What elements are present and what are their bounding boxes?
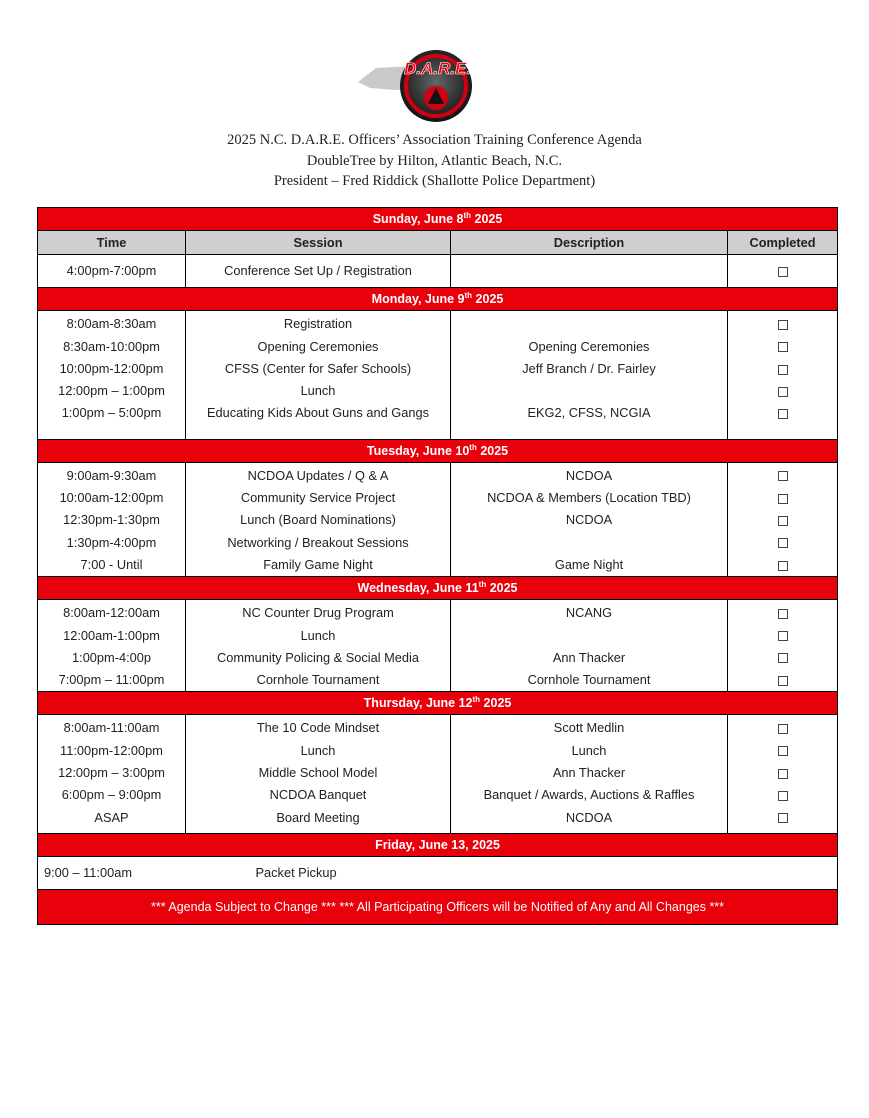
completed-checkbox[interactable] bbox=[778, 516, 788, 526]
day-band bbox=[38, 288, 838, 311]
time-cell bbox=[38, 715, 186, 833]
description-cell bbox=[451, 600, 728, 692]
col-session: Session bbox=[186, 231, 451, 255]
day-label: Thursday, June 12th 2025 bbox=[38, 692, 838, 715]
completed-checkbox[interactable] bbox=[778, 813, 788, 823]
description-text: Jeff Branch / Dr. Fairley bbox=[522, 360, 656, 376]
completed-checkbox-wrap bbox=[728, 402, 837, 424]
time-text: 9:00 – 11:00am bbox=[38, 856, 186, 889]
description-text: Game Night bbox=[554, 556, 624, 572]
time-text: 12:00am-1:00pm bbox=[63, 627, 160, 643]
completed-checkbox-wrap bbox=[728, 740, 837, 762]
day-label: Tuesday, June 10th 2025 bbox=[38, 439, 838, 462]
session-cell bbox=[186, 255, 451, 288]
description-text: Lunch bbox=[571, 742, 607, 758]
completed-checkbox[interactable] bbox=[778, 631, 788, 641]
completed-checkbox-wrap bbox=[728, 313, 837, 335]
description-text: Ann Thacker bbox=[552, 649, 626, 665]
completed-checkbox-wrap bbox=[728, 465, 837, 487]
completed-checkbox-wrap bbox=[728, 762, 837, 784]
agenda-body bbox=[38, 208, 838, 925]
time-text: 10:00pm-12:00pm bbox=[59, 360, 164, 376]
col-time: Time bbox=[38, 231, 186, 255]
completed-checkbox[interactable] bbox=[778, 791, 788, 801]
description-text: NCANG bbox=[565, 605, 613, 621]
completed-checkbox-wrap bbox=[728, 602, 837, 624]
session-text: Middle School Model bbox=[258, 765, 378, 781]
session-text: CFSS (Center for Safer Schools) bbox=[224, 360, 412, 376]
col-completed: Completed bbox=[728, 231, 838, 255]
completed-cell bbox=[728, 311, 838, 439]
description-text bbox=[451, 380, 727, 402]
time-text: 7:00 - Until bbox=[80, 556, 143, 572]
completed-checkbox[interactable] bbox=[778, 471, 788, 481]
completed-checkbox[interactable] bbox=[778, 561, 788, 571]
time-text: 9:00am-9:30am bbox=[66, 467, 157, 483]
time-text: 10:00am-12:00pm bbox=[59, 490, 164, 506]
description-text: Scott Medlin bbox=[553, 720, 625, 736]
description-cell bbox=[451, 255, 728, 288]
completed-checkbox-wrap bbox=[728, 487, 837, 509]
completed-checkbox-wrap bbox=[728, 625, 837, 647]
time-text: 8:00am-11:00am bbox=[63, 720, 160, 736]
completed-cell bbox=[728, 715, 838, 833]
completed-checkbox[interactable] bbox=[778, 494, 788, 504]
session-text: Board Meeting bbox=[276, 809, 360, 825]
day-sessions-row bbox=[38, 600, 838, 692]
day-sessions-row bbox=[38, 311, 838, 439]
completed-checkbox[interactable] bbox=[778, 538, 788, 548]
time-cell bbox=[38, 311, 186, 439]
description-cell bbox=[451, 715, 728, 833]
completed-checkbox-wrap bbox=[728, 554, 837, 576]
time-text: 1:00pm – 5:00pm bbox=[61, 405, 162, 421]
day-sessions-row bbox=[38, 255, 838, 288]
completed-checkbox-wrap bbox=[728, 717, 837, 739]
session-text: The 10 Code Mindset bbox=[256, 720, 380, 736]
session-text: NCDOA Banquet bbox=[269, 787, 367, 803]
day-sessions-row bbox=[38, 462, 838, 576]
session-cell bbox=[186, 715, 451, 833]
column-header-row bbox=[38, 231, 838, 255]
description-text: Cornhole Tournament bbox=[527, 672, 651, 688]
day-label: Friday, June 13, 2025 bbox=[38, 833, 838, 856]
completed-checkbox-wrap bbox=[728, 260, 837, 282]
completed-checkbox[interactable] bbox=[778, 769, 788, 779]
completed-checkbox-wrap bbox=[728, 807, 837, 829]
day-label: Wednesday, June 11th 2025 bbox=[38, 577, 838, 600]
agenda-header bbox=[0, 130, 869, 192]
completed-checkbox[interactable] bbox=[778, 387, 788, 397]
time-cell bbox=[38, 462, 186, 576]
col-description: Description bbox=[451, 231, 728, 255]
description-text bbox=[451, 260, 727, 282]
time-text: ASAP bbox=[94, 809, 129, 825]
session-text: Opening Ceremonies bbox=[257, 338, 379, 354]
time-text: 8:00am-12:00am bbox=[63, 605, 160, 621]
session-text: NC Counter Drug Program bbox=[242, 605, 394, 621]
session-text: Lunch bbox=[300, 627, 336, 643]
session-text: Lunch bbox=[300, 742, 336, 758]
session-text: Community Service Project bbox=[240, 490, 396, 506]
completed-checkbox-wrap bbox=[728, 669, 837, 691]
completed-checkbox[interactable] bbox=[778, 267, 788, 277]
description-text bbox=[451, 532, 727, 554]
day-label: Sunday, June 8th 2025 bbox=[38, 208, 838, 231]
session-text: Lunch (Board Nominations) bbox=[240, 512, 396, 528]
venue-line: DoubleTree by Hilton, Atlantic Beach, N.C. bbox=[306, 152, 563, 169]
session-cell bbox=[186, 600, 451, 692]
time-text: 12:00pm – 1:00pm bbox=[58, 383, 165, 399]
completed-checkbox[interactable] bbox=[778, 320, 788, 330]
completed-checkbox-wrap bbox=[728, 509, 837, 531]
description-text: NCDOA bbox=[565, 467, 613, 483]
description-text bbox=[451, 313, 727, 335]
session-text: Lunch bbox=[300, 383, 336, 399]
description-cell bbox=[451, 311, 728, 439]
completed-checkbox[interactable] bbox=[778, 342, 788, 352]
session-cell bbox=[186, 462, 451, 576]
description-text: EKG2, CFSS, NCGIA bbox=[527, 405, 651, 421]
completed-checkbox[interactable] bbox=[778, 724, 788, 734]
session-text: Conference Set Up / Registration bbox=[224, 263, 412, 278]
agenda-table bbox=[37, 207, 838, 925]
description-text: Banquet / Awards, Auctions & Raffles bbox=[483, 787, 695, 803]
completed-checkbox-wrap bbox=[728, 784, 837, 806]
day-band bbox=[38, 692, 838, 715]
completed-checkbox-wrap bbox=[728, 380, 837, 402]
completed-cell bbox=[728, 462, 838, 576]
time-text: 7:00pm – 11:00pm bbox=[58, 672, 165, 688]
session-text: Educating Kids About Guns and Gangs bbox=[207, 405, 429, 421]
dare-logo bbox=[356, 44, 480, 126]
footer-note-row bbox=[38, 889, 838, 924]
agenda-title: 2025 N.C. D.A.R.E. Officers’ Association Training Conference Agenda bbox=[227, 132, 642, 148]
time-text: 1:30pm-4:00pm bbox=[66, 534, 157, 550]
svg-text:D.A.R.E.: D.A.R.E. bbox=[404, 59, 472, 78]
time-text: 8:00am-8:30am bbox=[66, 316, 157, 332]
description-text: NCDOA & Members (Location TBD) bbox=[487, 490, 691, 506]
time-text: 12:30pm-1:30pm bbox=[63, 512, 160, 528]
day-band bbox=[38, 208, 838, 231]
time-text: 8:30am-10:00pm bbox=[63, 338, 160, 354]
time-text: 11:00pm-12:00pm bbox=[60, 742, 163, 758]
completed-checkbox[interactable] bbox=[778, 409, 788, 419]
session-text: Family Game Night bbox=[263, 556, 373, 572]
day-label: Monday, June 9th 2025 bbox=[38, 288, 838, 311]
description-text: Opening Ceremonies bbox=[528, 338, 650, 354]
completed-cell bbox=[728, 255, 838, 288]
completed-checkbox[interactable] bbox=[778, 609, 788, 619]
completed-checkbox-wrap bbox=[728, 358, 837, 380]
session-text: Registration bbox=[283, 316, 353, 332]
session-text: Community Policing & Social Media bbox=[217, 649, 419, 665]
footer-note: *** Agenda Subject to Change *** *** All Participating Officers will be Notified of Any and All Changes *** bbox=[38, 889, 838, 924]
president-line: President – Fred Riddick (Shallotte Police Department) bbox=[273, 173, 596, 189]
completed-cell bbox=[728, 600, 838, 692]
time-text: 12:00pm – 3:00pm bbox=[58, 765, 165, 781]
completed-checkbox-wrap bbox=[728, 532, 837, 554]
time-text: 6:00pm – 9:00pm bbox=[61, 787, 162, 803]
completed-checkbox-wrap bbox=[728, 336, 837, 358]
session-text: NCDOA Updates / Q & A bbox=[247, 467, 389, 483]
completed-checkbox[interactable] bbox=[778, 676, 788, 686]
session-text: Packet Pickup bbox=[186, 856, 838, 889]
completed-checkbox[interactable] bbox=[778, 746, 788, 756]
friday-row bbox=[38, 856, 838, 889]
time-text: 1:00pm-4:00p bbox=[72, 649, 151, 665]
day-sessions-row bbox=[38, 715, 838, 833]
time-text: 4:00pm-7:00pm bbox=[66, 263, 157, 278]
description-text: NCDOA bbox=[565, 809, 613, 825]
day-band bbox=[38, 833, 838, 856]
time-cell bbox=[38, 600, 186, 692]
completed-checkbox[interactable] bbox=[778, 653, 788, 663]
completed-checkbox[interactable] bbox=[778, 365, 788, 375]
description-cell bbox=[451, 462, 728, 576]
description-text: NCDOA bbox=[565, 512, 613, 528]
time-cell bbox=[38, 255, 186, 288]
session-text: Cornhole Tournament bbox=[256, 672, 380, 688]
session-cell bbox=[186, 311, 451, 439]
completed-checkbox-wrap bbox=[728, 647, 837, 669]
description-text bbox=[451, 625, 727, 647]
day-band bbox=[38, 577, 838, 600]
session-text: Networking / Breakout Sessions bbox=[227, 534, 409, 550]
day-band bbox=[38, 439, 838, 462]
description-text: Ann Thacker bbox=[552, 765, 626, 781]
